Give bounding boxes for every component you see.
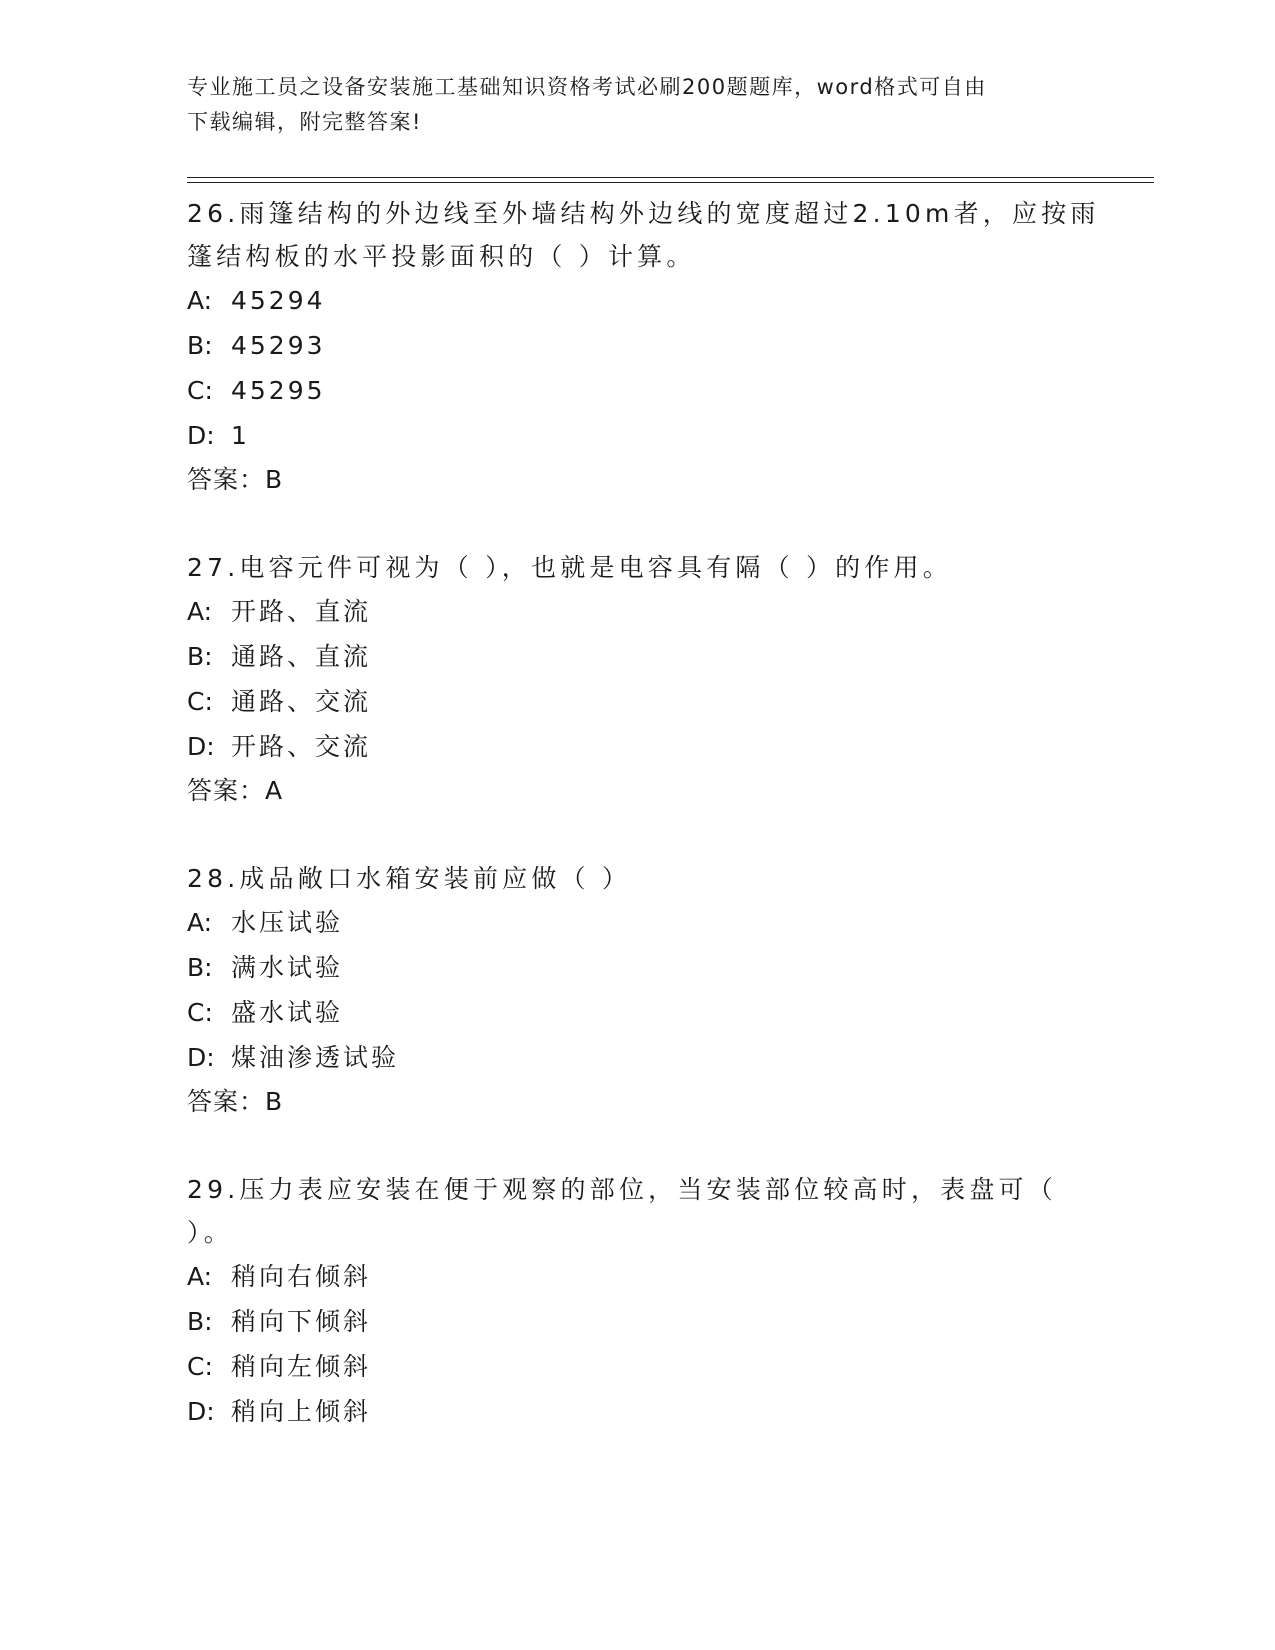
option-d [187,413,1107,458]
option-letter: D: [187,732,215,761]
question-text-line: 27.电容元件可视为（ ），也就是电容具有隔（ ）的作用。 [187,553,952,582]
option-letter: C: [187,376,213,405]
option-b [187,945,1107,990]
option-letter: A: [187,286,213,315]
option-text: 通路、交流 [231,687,372,716]
question-list [187,188,1107,1434]
option-a [187,1254,1107,1299]
option-c [187,990,1107,1035]
option-a [187,589,1107,634]
question-text-line: 29.压力表应安装在便于观察的部位，当安装部位较高时，表盘可（ [187,1175,1057,1204]
question-29 [187,1168,1107,1434]
option-letter: C: [187,1352,213,1381]
option-letter: B: [187,331,213,360]
option-text: 稍向上倾斜 [231,1397,372,1426]
option-d [187,1035,1107,1080]
answer-line: 答案：A [187,776,284,805]
option-letter: A: [187,1262,213,1291]
option-c [187,368,1107,413]
option-letter: A: [187,597,213,626]
option-text: 开路、直流 [231,597,372,626]
option-letter: D: [187,1043,215,1072]
option-text: 稍向左倾斜 [231,1352,372,1381]
question-28 [187,857,1107,1124]
option-text: 45293 [231,331,326,360]
option-a [187,900,1107,945]
header-divider-bottom [187,182,1154,183]
option-letter: B: [187,642,213,671]
option-b [187,1299,1107,1344]
option-letter: D: [187,421,215,450]
option-text: 稍向下倾斜 [231,1307,372,1336]
option-letter: C: [187,998,213,1027]
option-text: 开路、交流 [231,732,372,761]
header-line-2: 下载编辑，附完整答案! [187,110,422,134]
option-text: 45294 [231,286,326,315]
option-text: 45295 [231,376,326,405]
option-text: 满水试验 [231,953,344,982]
question-text-line: 26.雨篷结构的外边线至外墙结构外边线的宽度超过2.10m者，应按雨 [187,199,1100,228]
question-26 [187,192,1107,502]
option-b [187,323,1107,368]
question-text-line: ）。 [187,1218,233,1247]
option-c [187,679,1107,724]
option-d [187,724,1107,769]
option-letter: B: [187,1307,213,1336]
option-text: 盛水试验 [231,998,344,1027]
option-text: 稍向右倾斜 [231,1262,372,1291]
option-b [187,634,1107,679]
question-27 [187,546,1107,813]
option-text: 水压试验 [231,908,344,937]
question-text-line: 28.成品敞口水箱安装前应做（ ） [187,864,632,893]
answer-line: 答案：B [187,1087,284,1116]
question-text-line: 篷结构板的水平投影面积的（ ）计算。 [187,242,696,271]
header-line-1: 专业施工员之设备安装施工基础知识资格考试必刷200题题库，word格式可自由 [187,75,987,99]
option-text: 1 [231,421,250,450]
document-header [187,70,1087,140]
option-a [187,278,1107,323]
option-letter: B: [187,953,213,982]
option-text: 通路、直流 [231,642,372,671]
answer-line: 答案：B [187,465,284,494]
question-spacer [187,813,1107,857]
header-divider-top [187,177,1154,178]
question-spacer [187,502,1107,546]
option-letter: A: [187,908,213,937]
option-text: 煤油渗透试验 [231,1043,400,1072]
option-letter: C: [187,687,213,716]
option-letter: D: [187,1397,215,1426]
question-spacer [187,1124,1107,1168]
option-c [187,1344,1107,1389]
option-d [187,1389,1107,1434]
